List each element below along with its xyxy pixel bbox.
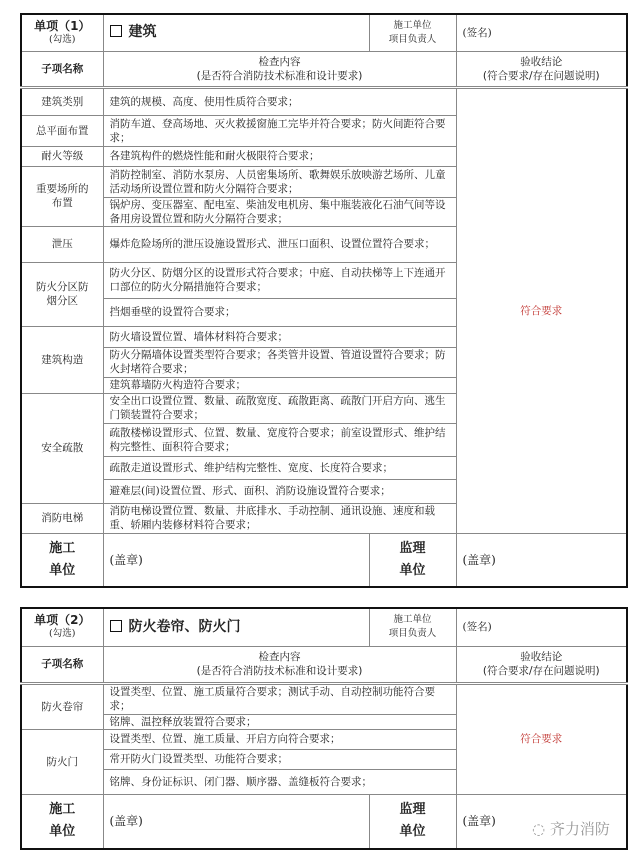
sub-item-name: 耐火等级 [21, 146, 103, 166]
label-line: 施工单位 [393, 19, 432, 31]
check-item: 疏散走道设置形式、维护结构完整性、宽度、长度符合要求； [103, 456, 456, 479]
builder-text: 施工单位 [49, 540, 76, 578]
item-title-cell[interactable] [103, 14, 369, 51]
check-item: 各建筑构件的燃烧性能和耐火极限符合要求； [103, 146, 456, 166]
sub-item-name: 安全疏散 [21, 393, 103, 503]
sub-item-name: 总平面布置 [21, 115, 103, 146]
header-line: (符合要求/存在问题说明) [482, 69, 600, 82]
item-title: 建筑 [128, 24, 157, 41]
table-row [21, 87, 627, 115]
check-item: 消防控制室、消防水泵房、人员密集场所、歌舞娱乐放映游艺场所、儿童活动场所设置位置和防火分隔符合要求； [103, 166, 456, 197]
acceptance-table-building [20, 13, 628, 588]
header-line: 验收结论 [520, 55, 563, 68]
check-item: 消防车道、登高场地、灭火救援窗施工完毕并符合要求；防火间距符合要求； [103, 115, 456, 146]
check-item: 避难层(间)设置位置、形式、面积、消防设施设置符合要求； [103, 479, 456, 503]
sub-item-name: 重要场所的布置 [21, 166, 103, 226]
supervisor-label [369, 533, 456, 587]
table-row [21, 683, 627, 714]
sub-item-name: 防火分区防烟分区 [21, 262, 103, 326]
builder-stamp-field[interactable]: (盖章) [103, 533, 369, 587]
check-item: 设置类型、位置、施工质量符合要求；测试手动、自动控制功能符合要求； [103, 683, 456, 714]
check-item: 挡烟垂壁的设置符合要求； [103, 298, 456, 326]
check-item: 锅炉房、变压器室、配电室、柴油发电机房、集中瓶装液化石油气间等设备用房设置位置和防火分隔符合要求； [103, 197, 456, 226]
sub-item-name: 建筑类别 [21, 87, 103, 115]
item-hint: (勾选) [49, 628, 76, 640]
signature-field[interactable] [456, 608, 627, 646]
label-line: 项目负责人 [388, 33, 437, 45]
sub-item-name: 消防电梯 [21, 503, 103, 533]
check-item: 建筑幕墙防火构造符合要求； [103, 377, 456, 393]
check-item: 爆炸危险场所的泄压设施设置形式、泄压口面积、设置位置符合要求； [103, 226, 456, 262]
item-label-cell [21, 608, 103, 646]
item-hint: (勾选) [49, 33, 76, 45]
check-item: 铭牌、温控释放装置符合要求； [103, 714, 456, 729]
builder-text: 施工单位 [49, 802, 76, 840]
check-item: 铭牌、身份证标识、闭门器、顺序器、盖缝板符合要求； [103, 769, 456, 794]
supervisor-text: 监理单位 [399, 540, 426, 578]
col-header-result [456, 646, 627, 683]
supervisor-label [369, 794, 456, 849]
header-line: 验收结论 [520, 651, 563, 663]
col-header-content [103, 51, 456, 87]
builder-stamp-field[interactable]: (盖章) [103, 794, 369, 849]
item-label: 单项（2） [34, 613, 91, 628]
sub-item-name: 建筑构造 [21, 326, 103, 393]
header-line: (是否符合消防技术标准和设计要求) [196, 69, 363, 82]
check-item: 常开防火门设置类型、功能符合要求； [103, 749, 456, 769]
check-item: 疏散楼梯设置形式、位置、数量、宽度符合要求；前室设置形式、维护结构完整性、面积符合要求； [103, 423, 456, 456]
item-label: 单项（1） [34, 18, 91, 33]
builder-label [21, 533, 103, 587]
item-title-cell[interactable] [103, 608, 369, 646]
check-item: 建筑的规模、高度、使用性质符合要求； [103, 87, 456, 115]
supervisor-stamp-field[interactable]: (盖章) [456, 533, 627, 587]
watermark: ◌ 齐力消防 [532, 820, 610, 838]
col-header-name: 子项名称 [21, 51, 103, 87]
check-item: 防火墙设置位置、墙体材料符合要求； [103, 326, 456, 347]
builder-label [21, 794, 103, 849]
signature-placeholder: (签名) [462, 621, 492, 634]
col-header-content [103, 646, 456, 683]
checkbox-icon[interactable] [110, 620, 122, 632]
sub-item-name: 泄压 [21, 226, 103, 262]
supervisor-stamp-field[interactable]: (盖章) [456, 794, 627, 849]
signature-field[interactable] [456, 14, 627, 51]
result-cell[interactable]: 符合要求 [456, 87, 627, 533]
header-line: 检查内容 [258, 55, 301, 68]
checkbox-icon[interactable] [110, 25, 122, 37]
contractor-lead-label [369, 608, 456, 646]
header-line: (是否符合消防技术标准和设计要求) [196, 665, 363, 677]
acceptance-table-fire-doors [20, 607, 628, 850]
header-line: (符合要求/存在问题说明) [482, 665, 600, 677]
supervisor-text: 监理单位 [399, 802, 426, 840]
check-item: 防火分隔墙体设置类型符合要求；各类管井设置、管道设置符合要求；防火封堵符合要求； [103, 347, 456, 377]
contractor-lead-label [369, 14, 456, 51]
check-item: 安全出口设置位置、数量、疏散宽度、疏散距离、疏散门开启方向、逃生门锁装置符合要求； [103, 393, 456, 423]
sub-item-name: 防火卷帘 [21, 683, 103, 729]
label-line: 项目负责人 [388, 628, 437, 640]
sub-item-name: 防火门 [21, 729, 103, 794]
result-cell[interactable]: 符合要求 [456, 683, 627, 794]
check-item: 设置类型、位置、施工质量、开启方向符合要求； [103, 729, 456, 749]
wechat-icon: ◌ [532, 820, 550, 838]
label-line: 施工单位 [393, 614, 432, 626]
item-label-cell [21, 14, 103, 51]
col-header-name: 子项名称 [21, 646, 103, 683]
item-title: 防火卷帘、防火门 [128, 618, 241, 635]
signature-placeholder: (签名) [462, 26, 492, 39]
check-item: 防火分区、防烟分区的设置形式符合要求；中庭、自动扶梯等上下连通开口部位的防火分隔措施符合要求； [103, 262, 456, 298]
col-header-result [456, 51, 627, 87]
header-line: 检查内容 [258, 651, 301, 663]
check-item: 消防电梯设置位置、数量、井底排水、手动控制、通讯设施、速度和载重、轿厢内装修材料符合要求； [103, 503, 456, 533]
